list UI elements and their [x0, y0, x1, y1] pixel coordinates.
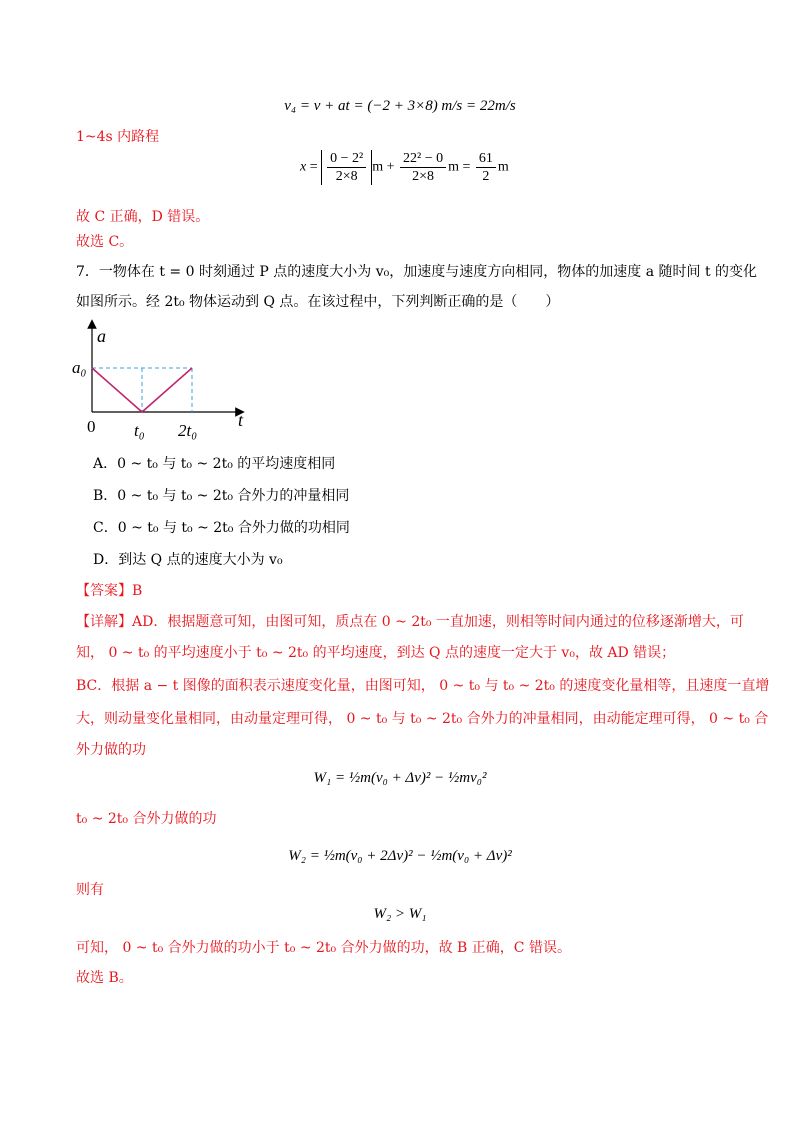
plus-sign: +	[386, 159, 395, 175]
label-a0: a₀	[72, 358, 87, 377]
var-x: x	[300, 159, 307, 175]
label-origin: 0	[87, 417, 96, 436]
unit-m-1: m	[372, 159, 384, 175]
detail-line6: t₀ ~ 2t₀ 合外力做的功	[76, 811, 217, 827]
unit-m-3: m	[497, 159, 509, 175]
option-b: B．0 ~ t₀ 与 t₀ ~ 2t₀ 合外力的冲量相同	[93, 488, 350, 504]
equation-w1: W₁ = ½m(v₀ + Δv)² − ½mv₀²	[313, 770, 487, 786]
frac3-denominator: 2	[482, 169, 490, 184]
q7-stem-line1: 7．一物体在 t = 0 时刻通过 P 点的速度大小为 v₀，加速度与速度方向相同，物体的加速度 a 随时间 t 的变化	[76, 264, 758, 280]
detail-line4: 大，则动量变化量相同，由动量定理可得， 0 ~ t₀ 与 t₀ ~ 2t₀ 合外力的冲量相同，由动能定理可得， 0 ~ t₀ 合	[76, 711, 769, 727]
detail-line7: 可知， 0 ~ t₀ 合外力做的功小于 t₀ ~ 2t₀ 合外力做的功，故 B 正确，C 错误。	[76, 940, 571, 956]
equation-w2: W₂ = ½m(v₀ + 2Δv)² − ½m(v₀ + Δv)²	[288, 848, 512, 864]
detail-line5: 外力做的功	[76, 742, 146, 758]
label-t0: t₀	[134, 421, 145, 440]
eq-sign-2: =	[462, 159, 471, 175]
equation-compare: W₂ > W₁	[373, 906, 427, 922]
frac2-denominator: 2×8	[412, 169, 435, 184]
then-label: 则有	[76, 882, 104, 898]
option-a: A．0 ~ t₀ 与 t₀ ~ 2t₀ 的平均速度相同	[93, 456, 336, 472]
frac1-denominator: 2×8	[335, 169, 358, 184]
detail-line2: 知， 0 ~ t₀ 的平均速度小于 t₀ ~ 2t₀ 的平均速度，到达 Q 点的速度一定大于 v₀，故 AD 错误；	[76, 645, 676, 661]
unit-m-2: m	[448, 159, 459, 175]
option-c: C．0 ~ t₀ 与 t₀ ~ 2t₀ 合外力做的功相同	[93, 520, 350, 536]
label-t: t	[238, 410, 244, 430]
path-heading: 1~4s 内路程	[76, 129, 160, 145]
choose-b: 故选 B。	[76, 970, 133, 986]
path-equation	[300, 150, 509, 185]
option-d: D．到达 Q 点的速度大小为 v₀	[93, 552, 283, 568]
conclusion-c-d: 故 C 正确，D 错误。	[76, 209, 210, 225]
detail-line3: BC．根据 a − t 图像的面积表示速度变化量，由图可知， 0 ~ t₀ 与 t₀ ~ 2t₀ 的速度变化量相等，且速度一直增	[76, 678, 770, 694]
frac3-numerator: 61	[476, 150, 496, 168]
answer: 【答案】B	[76, 583, 143, 599]
equation-v4: v₄ = v + at = (−2 + 3×8) m/s = 22m/s	[284, 98, 516, 114]
eq-sign-1: =	[309, 159, 318, 175]
frac1-numerator: 0 − 2²	[327, 150, 366, 168]
frac2-numerator: 22² − 0	[400, 150, 446, 168]
detail-line1: 【详解】AD．根据题意可知，由图可知，质点在 0 ~ 2t₀ 一直加速，则相等时间内通过的位移逐渐增大，可	[76, 614, 744, 630]
label-a: a	[97, 326, 106, 346]
acceleration-time-graph	[70, 318, 260, 443]
q7-stem-line2: 如图所示。经 2t₀ 物体运动到 Q 点。在该过程中，下列判断正确的是（ ）	[76, 294, 560, 310]
choose-c: 故选 C。	[76, 234, 134, 250]
label-2t0: 2t₀	[178, 421, 198, 440]
abs-term	[321, 150, 372, 185]
